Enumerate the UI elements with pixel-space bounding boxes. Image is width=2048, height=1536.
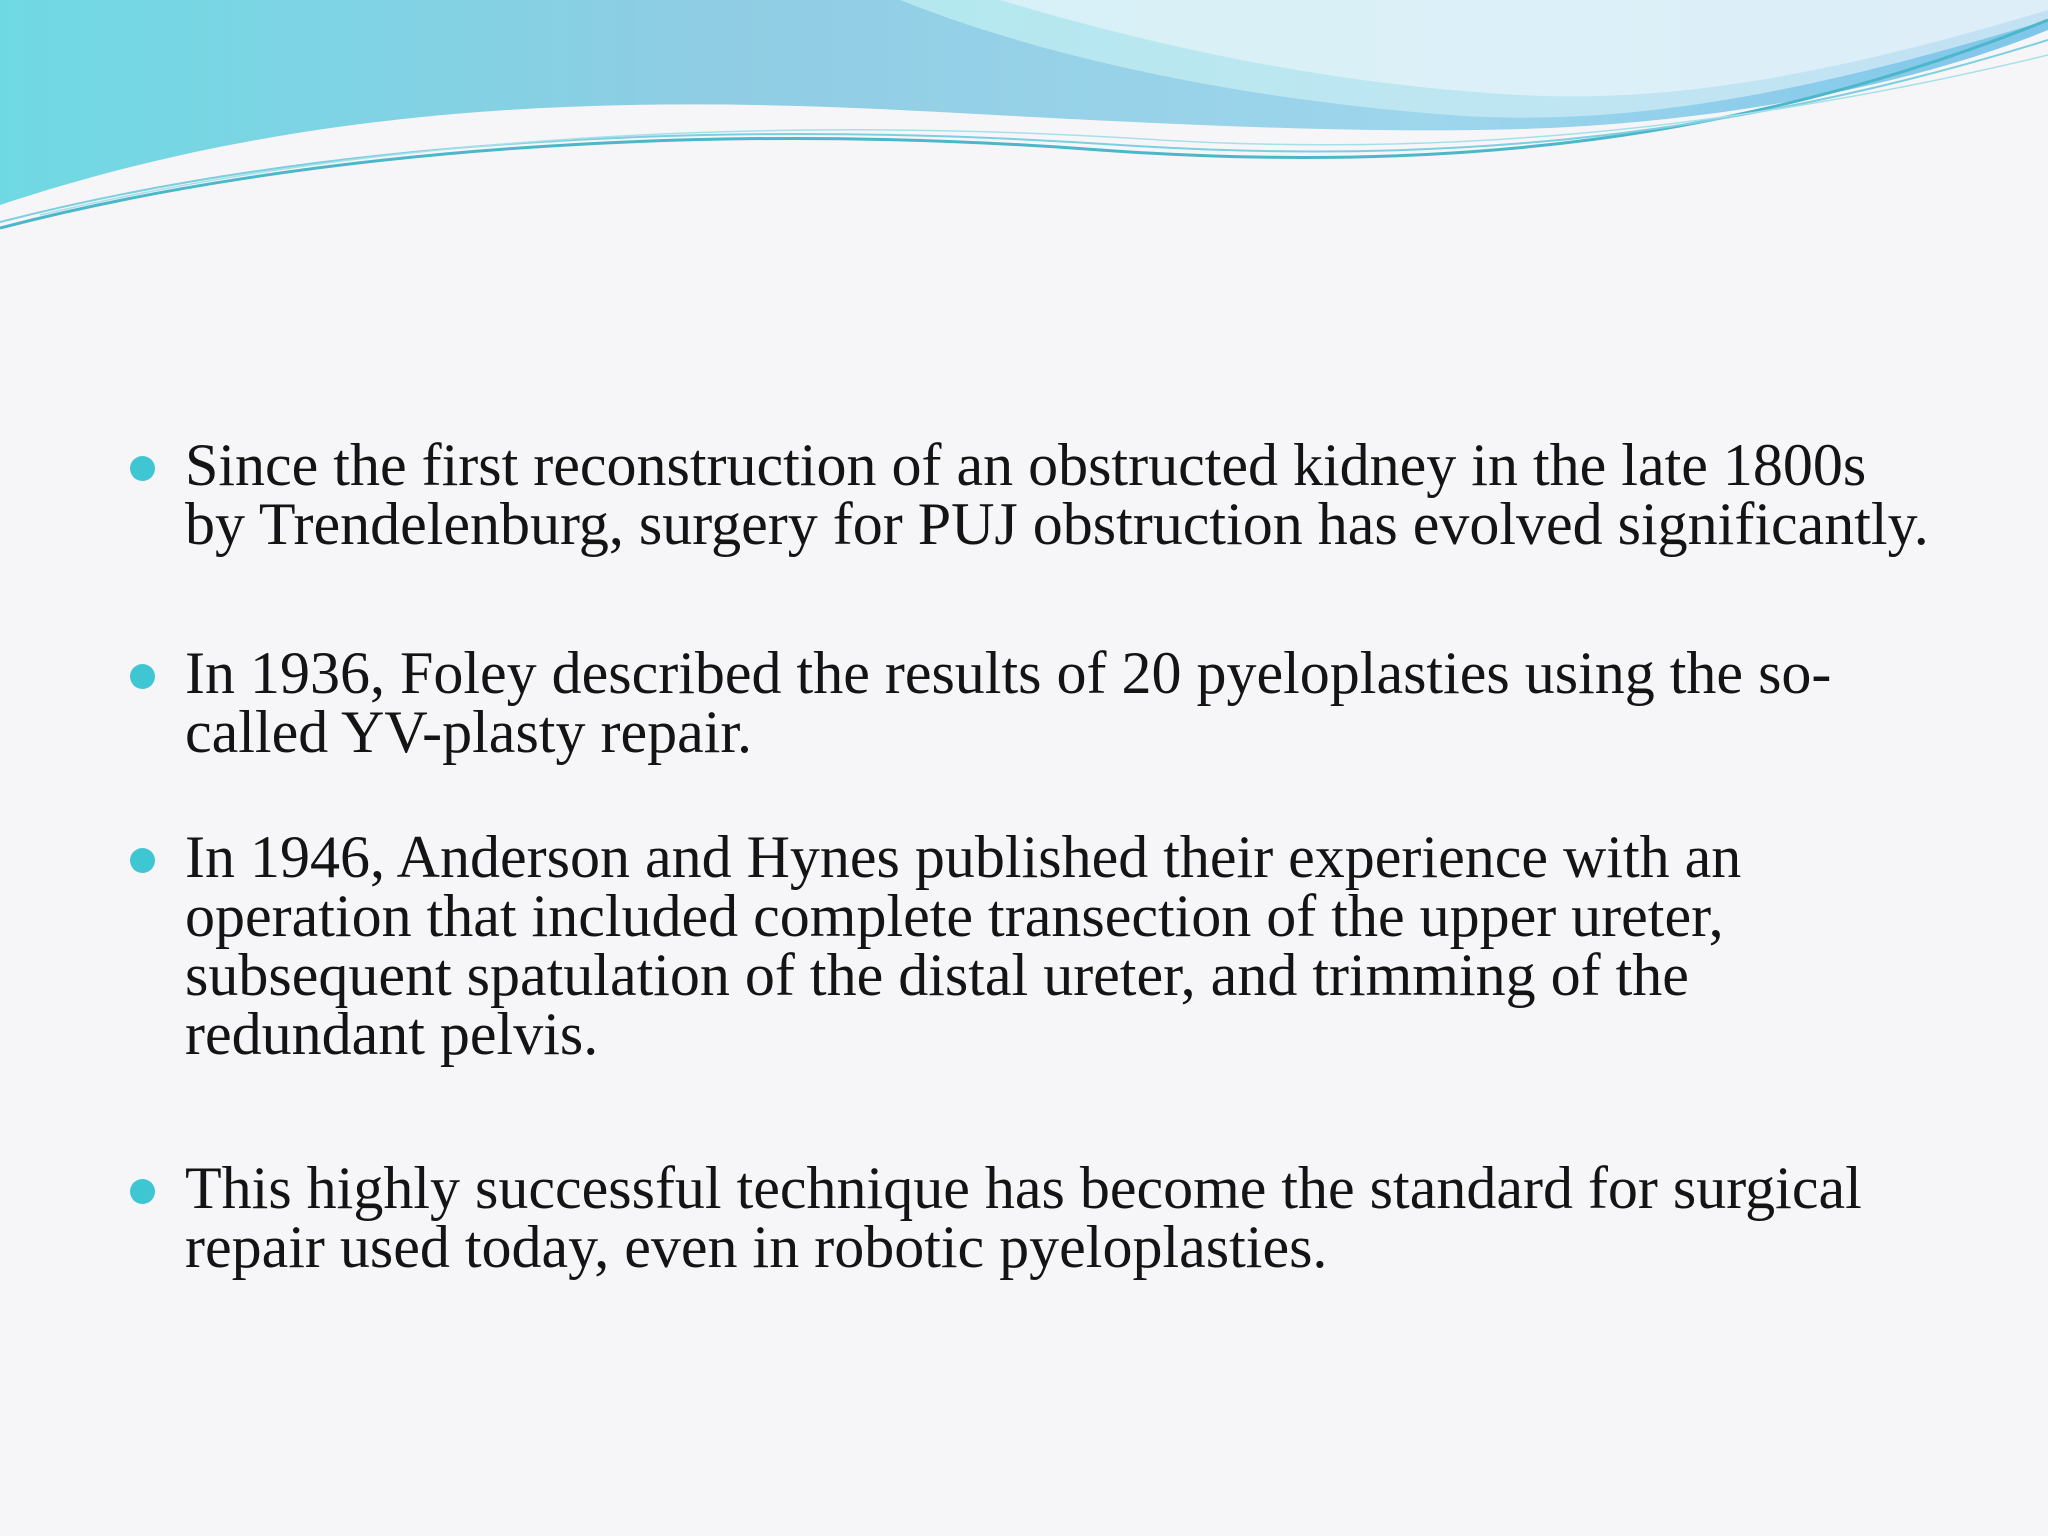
bullet-text: In 1936, Foley described the results of 20 pyeloplasties using the so-called YV-plasty repair. bbox=[185, 640, 1832, 765]
header-wave-decoration bbox=[0, 0, 2048, 240]
bullet-dot-icon bbox=[130, 664, 155, 689]
bullet-list bbox=[130, 432, 1930, 1280]
bullet-item bbox=[130, 432, 1930, 557]
bullet-dot-icon bbox=[130, 848, 155, 873]
bullet-text: In 1946, Anderson and Hynes published their experience with an operation that included complete transection of the upper ureter, subsequent spatulation of the distal ureter, and trimming of the redundant pelvis. bbox=[185, 824, 1742, 1067]
bullet-item bbox=[130, 824, 1930, 1067]
bullet-text: Since the first reconstruction of an obstructed kidney in the late 1800s by Trendelenburg, surgery for PUJ obstruction has evolved significantly. bbox=[185, 432, 1929, 557]
bullet-dot-icon bbox=[130, 456, 155, 481]
bullet-item bbox=[130, 640, 1930, 765]
bullet-item bbox=[130, 1155, 1930, 1280]
bullet-dot-icon bbox=[130, 1179, 155, 1204]
bullet-text: This highly successful technique has become the standard for surgical repair used today, even in robotic pyeloplasties. bbox=[185, 1155, 1862, 1280]
